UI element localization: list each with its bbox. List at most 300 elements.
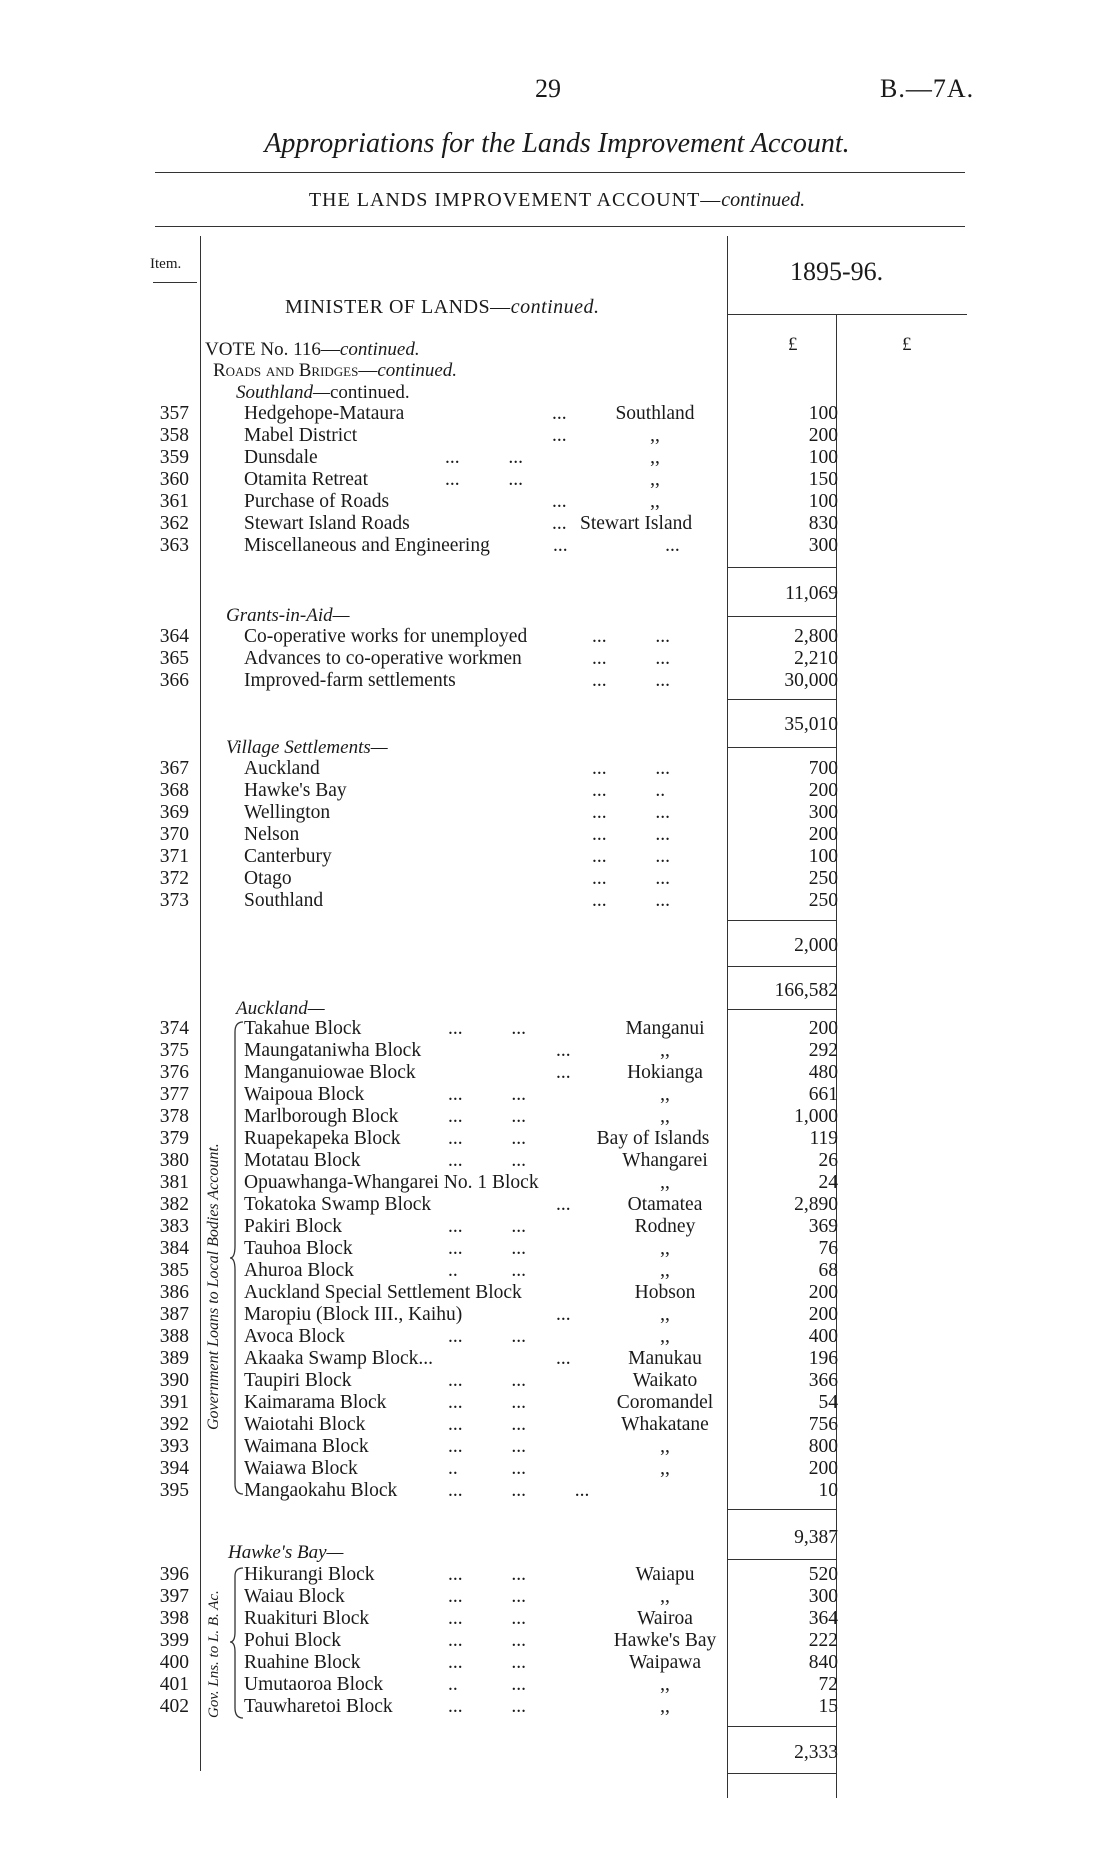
item-number: 383 [159,1216,189,1237]
table-row [0,1370,1114,1392]
item-number: 389 [159,1348,189,1369]
southland-heading-suffix: continued. [329,382,410,403]
item-amount: 200 [808,824,838,845]
subtotal-rule [727,920,837,921]
item-name: Ahuroa Block [244,1260,354,1281]
vote-heading-main: VOTE No. 116— [205,339,340,360]
item-amount: 1,000 [794,1106,838,1127]
item-location: ,, [660,1260,670,1281]
item-name: Tauhoa Block [244,1238,353,1259]
item-location: ,, [650,425,660,446]
document-reference: B.—7A. [880,74,975,103]
item-location: ,, [660,1172,670,1193]
table-row [0,1674,1114,1696]
item-name: Waiau Block [244,1586,345,1607]
leader-dots: ... ... [448,1326,526,1347]
item-number: 372 [159,868,189,889]
table-row [0,780,1114,802]
item-name: Waiawa Block [244,1458,358,1479]
page-title: Appropriations for the Lands Improvement Account. [264,128,850,159]
table-row [0,535,1114,557]
table-row [0,1018,1114,1040]
item-number: 373 [159,890,189,911]
item-name: Waimana Block [244,1436,369,1457]
table-row [0,1216,1114,1238]
table-row [0,626,1114,648]
table-row [0,1106,1114,1128]
account-title-suffix: continued. [721,189,806,211]
table-row [0,670,1114,692]
table-row [0,1260,1114,1282]
table-row [0,1282,1114,1304]
table-row [0,491,1114,513]
item-number: 393 [159,1436,189,1457]
subtotal-rule [727,747,837,748]
item-name: Tauwharetoi Block [244,1696,393,1717]
item-name: Dunsdale [244,447,318,468]
item-amount: 24 [818,1172,838,1193]
item-number: 385 [159,1260,189,1281]
table-row [0,1480,1114,1502]
table-row [0,1238,1114,1260]
item-location: Coromandel [616,1392,714,1413]
item-amount: 119 [809,1128,838,1149]
item-location: Waipawa [628,1652,702,1673]
item-location: Bay of Islands [596,1128,710,1149]
item-number: 362 [159,513,189,534]
item-amount: 200 [808,1458,838,1479]
grand-total: 166,582 [774,980,838,1001]
item-amount: 72 [818,1674,838,1695]
table-row [0,1586,1114,1608]
table-row [0,1696,1114,1718]
item-amount: 300 [808,802,838,823]
leader-dots: ... ... [592,758,670,779]
leader-dots: ... ... [445,447,523,468]
leader-dots: ... [556,1348,571,1369]
item-location: ,, [660,1106,670,1127]
leader-dots: ... ... [448,1150,526,1171]
item-location: Manukau [628,1348,702,1369]
table-row [0,648,1114,670]
item-name: Southland [244,890,324,911]
item-name: Mangaokahu Block [244,1480,398,1501]
item-name: Taupiri Block [244,1370,352,1391]
leader-dots: ... ... [592,626,670,647]
table-row [0,1084,1114,1106]
table-row [0,868,1114,890]
ministry-heading-main: MINISTER OF LANDS— [285,296,511,318]
southland-heading [236,382,410,404]
item-amount: 196 [808,1348,838,1369]
item-name: Akaaka Swamp Block... [244,1348,434,1369]
item-location: Whangarei [622,1150,708,1171]
item-name: Umutaoroa Block [244,1674,384,1695]
item-amount: 250 [808,890,838,911]
item-name: Hedgehope-Mataura [244,403,405,424]
leader-dots: ... ... [592,670,670,691]
pound-header-1: £ [788,334,798,355]
table-row [0,758,1114,780]
item-name: Ruakituri Block [244,1608,370,1629]
table-row [0,1348,1114,1370]
item-number: 390 [159,1370,189,1391]
item-name: Improved-farm settlements [244,670,456,691]
item-number: 375 [159,1040,189,1061]
table-row [0,802,1114,824]
item-number: 400 [159,1652,189,1673]
leader-dots: ... ... [448,1216,526,1237]
item-location: ,, [660,1674,670,1695]
item-amount: 76 [818,1238,838,1259]
table-row [0,469,1114,491]
leader-dots: ... [552,513,567,534]
leader-dots: ... ... [592,824,670,845]
item-number: 360 [159,469,189,490]
item-name: Opuawhanga-Whangarei No. 1 Block [244,1172,539,1193]
item-number: 366 [159,670,189,691]
table-row [0,1150,1114,1172]
item-number: 380 [159,1150,189,1171]
item-number: 370 [159,824,189,845]
leader-dots: ... ... [448,1084,526,1105]
item-location: ,, [660,1304,670,1325]
item-amount: 15 [818,1696,838,1717]
item-number: 376 [159,1062,189,1083]
table-row [0,1630,1114,1652]
table-row [0,846,1114,868]
item-location: Waikato [632,1370,698,1391]
table-row [0,425,1114,447]
item-amount: 292 [808,1040,838,1061]
item-name: Hawke's Bay [244,780,347,801]
leader-dots: ... ... [448,1630,526,1651]
leader-dots: ... [556,1062,571,1083]
subtotal-rule [727,1773,837,1774]
table-row [0,1608,1114,1630]
table-row [0,447,1114,469]
leader-dots: ... ... [448,1370,526,1391]
vote-heading-suffix: continued. [339,339,420,360]
item-location: ,, [660,1238,670,1259]
item-amount: 661 [808,1084,838,1105]
item-name: Takahue Block [244,1018,362,1039]
leader-dots: ... ... [592,846,670,867]
item-location: ,, [660,1458,670,1479]
leader-dots: ... ... [592,868,670,889]
item-number: 381 [159,1172,189,1193]
item-name: Avoca Block [244,1326,345,1347]
table-row [0,403,1114,425]
leader-dots: ... [552,403,567,424]
village-total: 2,000 [794,935,838,956]
item-amount: 369 [808,1216,838,1237]
item-location: Manganui [625,1018,705,1039]
item-amount: 2,890 [794,1194,838,1215]
item-number: 396 [159,1564,189,1585]
item-amount: 2,210 [794,648,838,669]
item-amount: 830 [808,513,838,534]
item-name: Advances to co-operative workmen [244,648,522,669]
item-location: Otamatea [627,1194,703,1215]
leader-dots: ... ... [448,1128,526,1149]
item-amount: 54 [818,1392,838,1413]
item-location: ,, [660,1084,670,1105]
roads-heading-suffix: continued. [377,360,458,381]
item-amount: 840 [808,1652,838,1673]
item-location: ,, [660,1040,670,1061]
item-number: 369 [159,802,189,823]
leader-dots: ... ... [448,1608,526,1629]
item-number: 367 [159,758,189,779]
item-name: Waiotahi Block [244,1414,366,1435]
item-amount: 30,000 [784,670,838,691]
item-name: Auckland Special Settlement Block [244,1282,522,1303]
item-name: Purchase of Roads [244,491,390,512]
item-amount: 10 [818,1480,838,1501]
roads-heading [213,360,457,382]
table-row [0,1040,1114,1062]
leader-dots: ... ... [448,1238,526,1259]
table-row [0,513,1114,535]
item-number: 357 [159,403,189,424]
item-number: 364 [159,626,189,647]
account-title-main: THE LANDS IMPROVEMENT ACCOUNT— [308,189,722,211]
item-number: 378 [159,1106,189,1127]
item-name: Stewart Island Roads [244,513,410,534]
item-name: Marlborough Block [244,1106,399,1127]
leader-dots: ... ... [448,1564,526,1585]
item-name: Mabel District [244,425,358,446]
item-amount: 300 [808,1586,838,1607]
item-number: 402 [159,1696,189,1717]
item-name: Ruapekapeka Block [244,1128,401,1149]
item-location: ,, [650,491,660,512]
item-amount: 200 [808,780,838,801]
leader-dots: .. ... [448,1458,526,1479]
item-location: Hobson [634,1282,696,1303]
item-location: ,, [650,469,660,490]
village-heading: Village Settlements— [226,737,388,758]
vote-heading [205,339,420,361]
table-row [0,824,1114,846]
item-location: ,, [650,447,660,468]
subtotal-rule [727,699,837,700]
item-amount: 150 [808,469,838,490]
item-amount: 100 [808,447,838,468]
rule-under-title [155,226,965,227]
item-number: 392 [159,1414,189,1435]
subtotal-rule [727,1559,837,1560]
page-number: 29 [535,74,561,103]
item-location: ,, [660,1436,670,1457]
item-name: Maropiu (Block III., Kaihu) [244,1304,463,1325]
table-row [0,1062,1114,1084]
item-amount: 26 [818,1150,838,1171]
item-amount: 200 [808,425,838,446]
leader-dots: ... [556,1040,571,1061]
leader-dots: ... ... ... [448,1480,590,1501]
subtotal-rule [727,616,837,617]
leader-dots: ... ... [448,1392,526,1413]
item-name: Manganuiowae Block [244,1062,416,1083]
leader-dots: ... ... [448,1018,526,1039]
item-name: Pohui Block [244,1630,341,1651]
item-amount: 100 [808,403,838,424]
item-name: Motatau Block [244,1150,361,1171]
item-amount: 200 [808,1304,838,1325]
leader-dots: ... ... [448,1436,526,1457]
rule-top [155,172,965,173]
leader-dots: ... [556,1304,571,1325]
table-row [0,1564,1114,1586]
item-amount: 366 [808,1370,838,1391]
item-number: 379 [159,1128,189,1149]
auckland-side-label: Government Loans to Local Bodies Account. [205,1143,222,1430]
item-number: 365 [159,648,189,669]
leader-dots: ... ... [592,648,670,669]
item-name: Pakiri Block [244,1216,343,1237]
table-row [0,1652,1114,1674]
item-name: Otago [244,868,292,889]
item-number: 363 [159,535,189,556]
item-header-rule [153,282,197,283]
table-row [0,1128,1114,1150]
grants-total: 35,010 [784,714,838,735]
item-number: 388 [159,1326,189,1347]
table-row [0,1392,1114,1414]
item-amount: 250 [808,868,838,889]
item-amount: 200 [808,1018,838,1039]
year-column-header: 1895-96. [790,257,884,286]
hawkes-total: 2,333 [794,1742,838,1763]
leader-dots: ... ... [553,535,680,556]
ministry-heading-suffix: continued. [510,296,600,318]
item-number: 374 [159,1018,189,1039]
item-location: Wairoa [637,1608,693,1629]
item-name: Auckland [244,758,320,779]
southland-heading-main: Southland— [236,382,330,403]
table-row [0,1436,1114,1458]
item-name: Ruahine Block [244,1652,361,1673]
item-location: Whakatane [621,1414,709,1435]
leader-dots: ... [552,425,567,446]
item-amount: 68 [818,1260,838,1281]
year-header-rule [727,314,967,315]
item-number: 361 [159,491,189,512]
leader-dots: .. ... [448,1674,526,1695]
item-number: 377 [159,1084,189,1105]
item-location: ,, [660,1696,670,1717]
item-amount: 100 [808,491,838,512]
leader-dots: ... ... [448,1106,526,1127]
leader-dots: ... ... [448,1652,526,1673]
table-row [0,1194,1114,1216]
item-number: 382 [159,1194,189,1215]
item-location: Southland [615,403,695,424]
table-row [0,1304,1114,1326]
item-amount: 100 [808,846,838,867]
item-number: 386 [159,1282,189,1303]
subtotal-rule [727,1509,837,1510]
table-row [0,1172,1114,1194]
grants-heading: Grants-in-Aid— [226,605,350,626]
item-name: Co-operative works for unemployed [244,626,528,647]
item-amount: 520 [808,1564,838,1585]
leader-dots: ... ... [448,1586,526,1607]
item-name: Miscellaneous and Engineering [244,535,490,556]
item-name: Tokatoka Swamp Block [244,1194,432,1215]
leader-dots: ... [556,1194,571,1215]
item-name: Otamita Retreat [244,469,368,490]
item-location: Hawke's Bay [613,1630,717,1651]
item-number: 398 [159,1608,189,1629]
auckland-heading: Auckland— [236,998,325,1019]
item-amount: 400 [808,1326,838,1347]
item-name: Waipoua Block [244,1084,365,1105]
item-number: 384 [159,1238,189,1259]
table-row [0,1458,1114,1480]
southland-total: 11,069 [785,583,838,604]
item-name: Nelson [244,824,300,845]
item-number: 397 [159,1586,189,1607]
item-name: Kaimarama Block [244,1392,387,1413]
roads-heading-main: Roads and Bridges— [213,360,378,381]
leader-dots: ... ... [592,890,670,911]
auckland-total: 9,387 [794,1527,838,1548]
item-name: Wellington [244,802,331,823]
subtotal-rule [727,1009,837,1010]
item-number: 371 [159,846,189,867]
subtotal-rule [727,1726,837,1727]
leader-dots: ... .. [592,780,666,801]
item-amount: 364 [808,1608,838,1629]
item-number: 358 [159,425,189,446]
item-name: Maungataniwha Block [244,1040,422,1061]
item-location: Waiapu [635,1564,695,1585]
hawkes-side-label: Gov. Lns. to L. B. Ac. [206,1590,222,1718]
leader-dots: ... ... [445,469,523,490]
item-name: Hikurangi Block [244,1564,375,1585]
leader-dots: .. ... [448,1260,526,1281]
item-number: 387 [159,1304,189,1325]
item-amount: 300 [808,535,838,556]
account-title [0,189,1114,212]
item-amount: 800 [808,1436,838,1457]
item-number: 394 [159,1458,189,1479]
item-amount: 756 [808,1414,838,1435]
item-amount: 200 [808,1282,838,1303]
leader-dots: ... ... [448,1696,526,1717]
table-row [0,890,1114,912]
leader-dots: ... ... [592,802,670,823]
pound-header-2: £ [902,334,912,355]
leader-dots: ... [552,491,567,512]
item-number: 401 [159,1674,189,1695]
item-location: ,, [660,1586,670,1607]
item-amount: 2,800 [794,626,838,647]
item-name: Canterbury [244,846,332,867]
item-location: Rodney [634,1216,696,1237]
item-column-header: Item. [150,256,182,272]
item-number: 359 [159,447,189,468]
hawkes-heading: Hawke's Bay— [228,1542,344,1563]
table-row [0,1326,1114,1348]
item-location: Hokianga [627,1062,703,1083]
item-amount: 222 [808,1630,838,1651]
leader-dots: ... ... [448,1414,526,1435]
item-number: 368 [159,780,189,801]
